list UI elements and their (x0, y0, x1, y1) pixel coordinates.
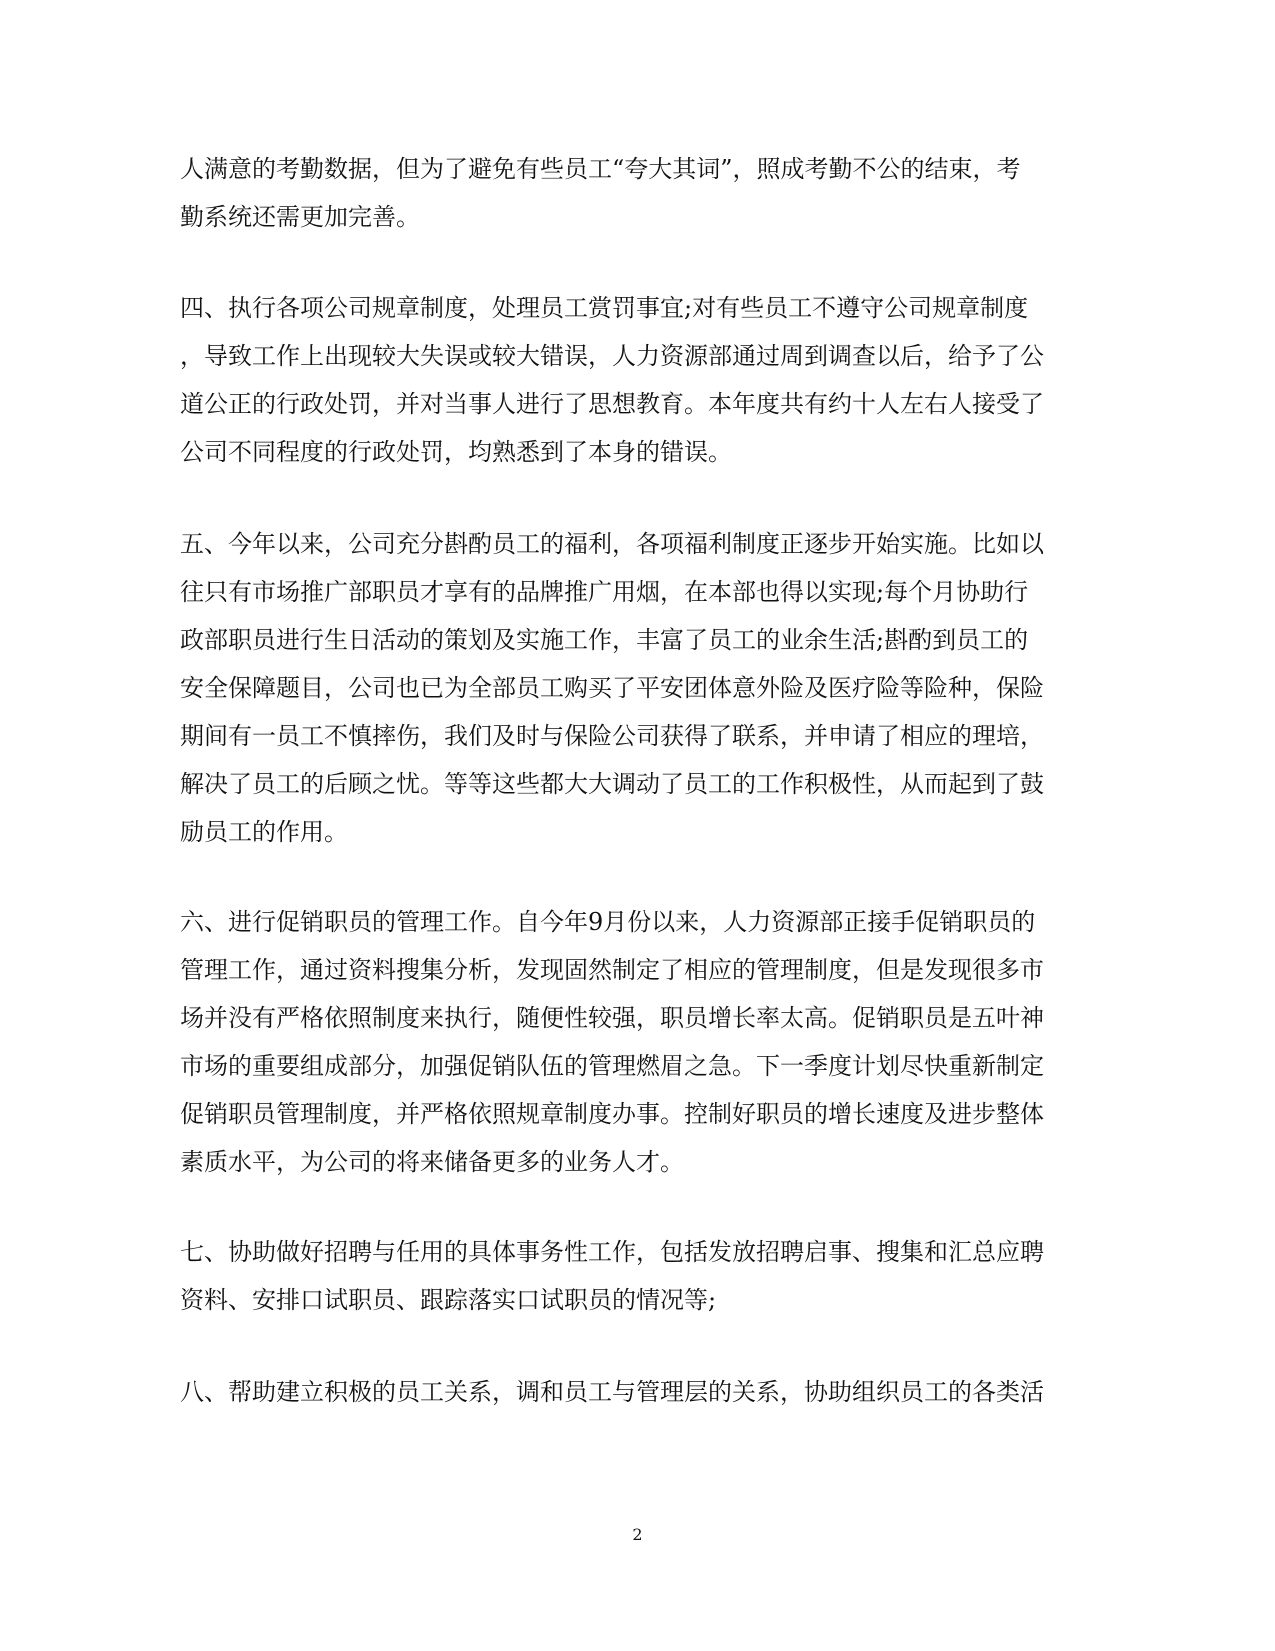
text-line: ，导致工作上出现较大失误或较大错误，人力资源部通过周到调查以后，给予了公 (180, 342, 1044, 370)
text-line: 期间有一员工不慎摔伤，我们及时与保险公司获得了联系，并申请了相应的理培， (180, 722, 1044, 750)
text-line: 往只有市场推广部职员才享有的品牌推广用烟，在本部也得以实现;每个月协助行 (180, 578, 1029, 606)
text-line: 人满意的考勤数据，但为了避免有些员工“夸大其词”，照成考勤不公的结束，考 (180, 155, 1021, 183)
text-line: 道公正的行政处罚，并对当事人进行了思想教育。本年度共有约十人左右人接受了 (180, 390, 1044, 418)
text-line: 公司不同程度的行政处罚，均熟悉到了本身的错误。 (180, 438, 732, 466)
text-line: 政部职员进行生日活动的策划及实施工作，丰富了员工的业余生活;斟酌到员工的 (180, 626, 1029, 654)
text-line: 励员工的作用。 (180, 818, 348, 846)
text-line: 六、进行促销职员的管理工作。自今年9月份以来，人力资源部正接手促销职员的 (180, 908, 1036, 936)
text-line: 四、执行各项公司规章制度，处理员工赏罚事宜;对有些员工不遵守公司规章制度 (180, 294, 1029, 322)
text-line: 促销职员管理制度，并严格依照规章制度办事。控制好职员的增长速度及进步整体 (180, 1100, 1044, 1128)
text-line: 安全保障题目，公司也已为全部员工购买了平安团体意外险及医疗险等险种，保险 (180, 674, 1044, 702)
text-line: 五、今年以来，公司充分斟酌员工的福利，各项福利制度正逐步开始实施。比如以 (180, 530, 1044, 558)
text-line: 勤系统还需更加完善。 (180, 203, 420, 231)
text-line: 场并没有严格依照制度来执行，随便性较强，职员增长率太高。促销职员是五叶神 (180, 1004, 1044, 1032)
text-line: 八、帮助建立积极的员工关系，调和员工与管理层的关系，协助组织员工的各类活 (180, 1378, 1044, 1406)
page-number: 2 (632, 1525, 643, 1544)
text-line: 素质水平，为公司的将来储备更多的业务人才。 (180, 1148, 684, 1176)
text-line: 解决了员工的后顾之忧。等等这些都大大调动了员工的工作积极性，从而起到了鼓 (180, 770, 1044, 798)
text-line: 管理工作，通过资料搜集分析，发现固然制定了相应的管理制度，但是发现很多市 (180, 956, 1044, 984)
text-line: 市场的重要组成部分，加强促销队伍的管理燃眉之急。下一季度计划尽快重新制定 (180, 1052, 1044, 1080)
text-line: 资料、安排口试职员、跟踪落实口试职员的情况等; (180, 1286, 717, 1314)
text-line: 七、协助做好招聘与任用的具体事务性工作，包括发放招聘启事、搜集和汇总应聘 (180, 1238, 1044, 1266)
